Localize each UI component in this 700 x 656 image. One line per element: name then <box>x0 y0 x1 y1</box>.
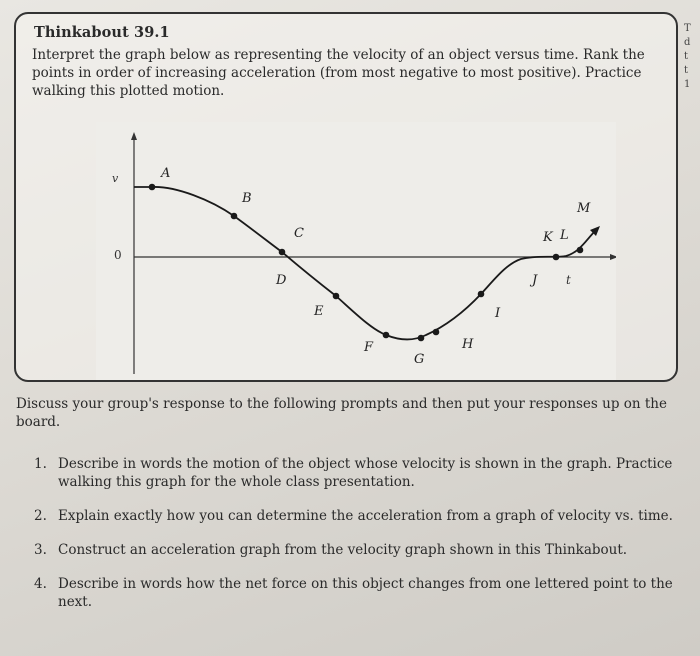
thinkabout-instruction: Interpret the graph below as representing the velocity of an object versus time. Rank the points in order of increasing acceleration (from most negative to most positive). Practice walking this plotted motion. <box>32 47 645 99</box>
point-l-dot <box>577 247 584 254</box>
y-axis-label: v <box>112 172 119 185</box>
point-label-b: B <box>242 191 252 206</box>
margin-letter: d <box>684 37 691 48</box>
point-k-dot <box>553 254 560 261</box>
prompt-number: 2. <box>34 508 47 524</box>
point-label-i: I <box>495 306 501 321</box>
x-axis-arrowhead <box>610 254 616 260</box>
velocity-graph-panel <box>96 122 616 380</box>
velocity-curve <box>134 187 596 340</box>
point-label-a: A <box>161 166 171 181</box>
velocity-time-graph <box>96 122 616 380</box>
prompt-text: Construct an acceleration graph from the velocity graph shown in this Thinkabout. <box>58 542 628 558</box>
point-b-dot <box>231 213 238 220</box>
prompt-item <box>34 575 694 611</box>
prompt-number: 4. <box>34 576 47 592</box>
margin-letter: T <box>684 23 691 34</box>
prompt-text: Describe in words how the net force on this object changes from one lettered point to the next. <box>58 576 673 610</box>
point-g-dot <box>418 335 425 342</box>
prompt-text: Explain exactly how you can determine the acceleration from a graph of velocity vs. time. <box>58 508 673 524</box>
margin-letter: t <box>684 51 689 62</box>
prompt-text: Describe in words the motion of the object whose velocity is shown in the graph. Practice walking this graph for the whole class presentation. <box>58 456 673 490</box>
prompt-item <box>34 455 694 491</box>
point-f-dot <box>383 332 390 339</box>
thinkabout-title: Thinkabout 39.1 <box>34 24 170 41</box>
margin-letter: t <box>684 65 689 76</box>
cut-off-margin-text <box>684 22 698 92</box>
point-label-g: G <box>414 352 425 367</box>
y-axis-arrowhead <box>131 132 137 140</box>
prompt-list <box>34 455 694 611</box>
prompt-item <box>34 541 694 559</box>
point-label-d: D <box>276 273 287 288</box>
point-label-h: H <box>462 337 474 352</box>
point-label-e: E <box>314 304 324 319</box>
zero-label: 0 <box>114 248 122 262</box>
x-axis-label: t <box>566 273 571 287</box>
point-label-k: K <box>543 230 553 245</box>
prompt-item <box>34 507 694 525</box>
point-label-m: M <box>577 201 591 216</box>
prompt-number: 3. <box>34 542 47 558</box>
point-i-dot <box>478 291 485 298</box>
point-c-dot <box>279 249 286 256</box>
point-label-j: J <box>532 273 538 288</box>
margin-letter: 1 <box>684 79 691 90</box>
point-a-dot <box>149 184 156 191</box>
discussion-intro: Discuss your group's response to the following prompts and then put your responses up on the board. <box>16 396 667 430</box>
point-h-dot <box>433 329 440 336</box>
point-label-f: F <box>364 340 374 355</box>
thinkabout-box <box>14 12 678 382</box>
point-label-l: L <box>560 228 569 243</box>
point-e-dot <box>333 293 340 300</box>
prompt-number: 1. <box>34 456 47 472</box>
point-label-c: C <box>294 226 304 241</box>
